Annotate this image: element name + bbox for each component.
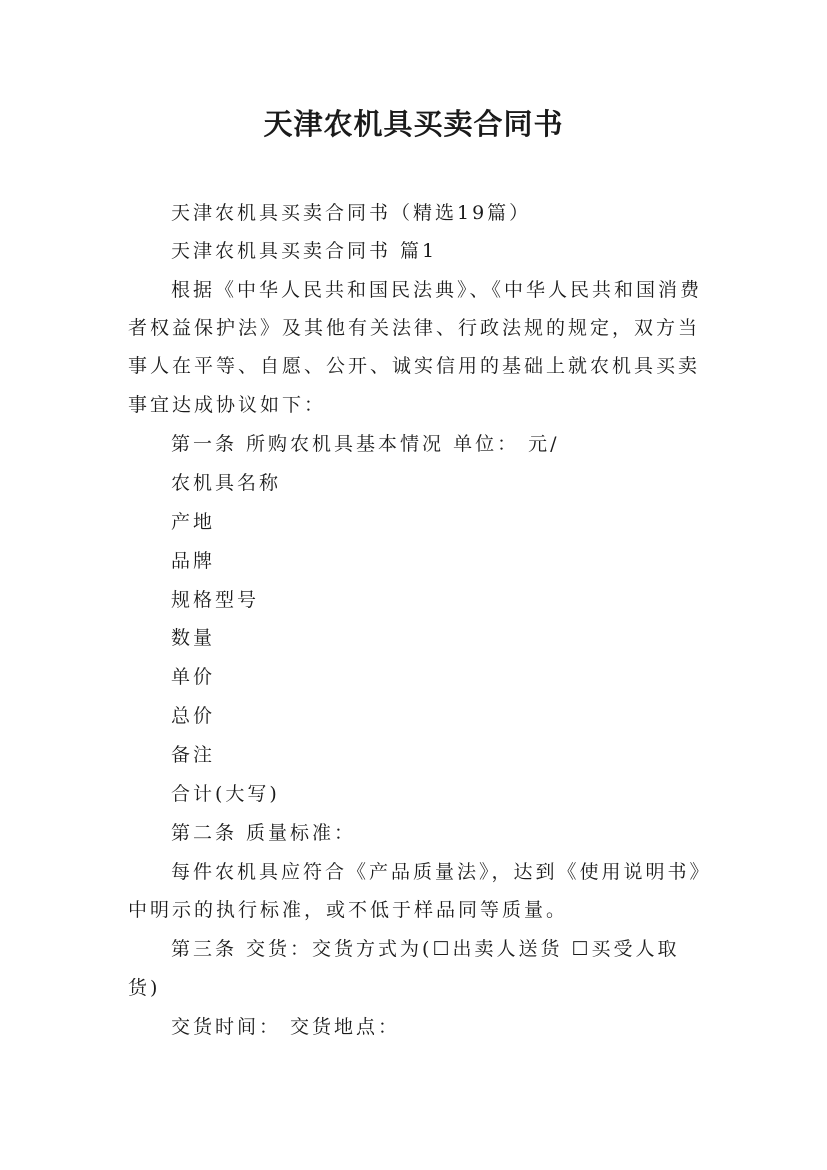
section-heading: 天津农机具买卖合同书 篇1 bbox=[171, 240, 438, 262]
article-heading: 第二条 质量标准： bbox=[171, 822, 357, 844]
paragraph-line: 交货时间： 交货地点： bbox=[171, 1016, 401, 1038]
field-label: 总价 bbox=[171, 705, 216, 727]
field-label: 品牌 bbox=[171, 550, 216, 572]
paragraph-line: 货) bbox=[128, 977, 161, 999]
field-label: 产地 bbox=[171, 511, 216, 533]
field-label: 规格型号 bbox=[171, 589, 260, 611]
field-label: 单价 bbox=[171, 666, 216, 688]
paragraph-line: 根据《中华人民共和国民法典》、《中华人民共和国消费 bbox=[171, 279, 703, 301]
field-label: 农机具名称 bbox=[171, 472, 282, 494]
paragraph-line: 者权益保护法》及其他有关法律、行政法规的规定，双方当 bbox=[128, 317, 701, 339]
paragraph-line: 事宜达成协议如下： bbox=[128, 394, 327, 416]
document-title: 天津农机具买卖合同书 bbox=[263, 107, 564, 141]
article-heading: 第一条 所购农机具基本情况 单位： 元/ bbox=[171, 433, 560, 455]
paragraph-line: 每件农机具应符合《产品质量法》，达到《使用说明书》 bbox=[171, 861, 712, 883]
paragraph-line: 事人在平等、自愿、公开、诚实信用的基础上就农机具买卖 bbox=[128, 355, 701, 377]
field-label: 备注 bbox=[171, 744, 216, 766]
subtitle-line: 天津农机具买卖合同书（精选19篇） bbox=[171, 202, 532, 224]
article-heading: 第三条 交货：交货方式为(☐出卖人送货 ☐买受人取 bbox=[171, 938, 680, 960]
paragraph-line: 中明示的执行标准，或不低于样品同等质量。 bbox=[128, 899, 569, 921]
field-label: 合计(大写) bbox=[171, 783, 280, 805]
field-label: 数量 bbox=[171, 627, 216, 649]
